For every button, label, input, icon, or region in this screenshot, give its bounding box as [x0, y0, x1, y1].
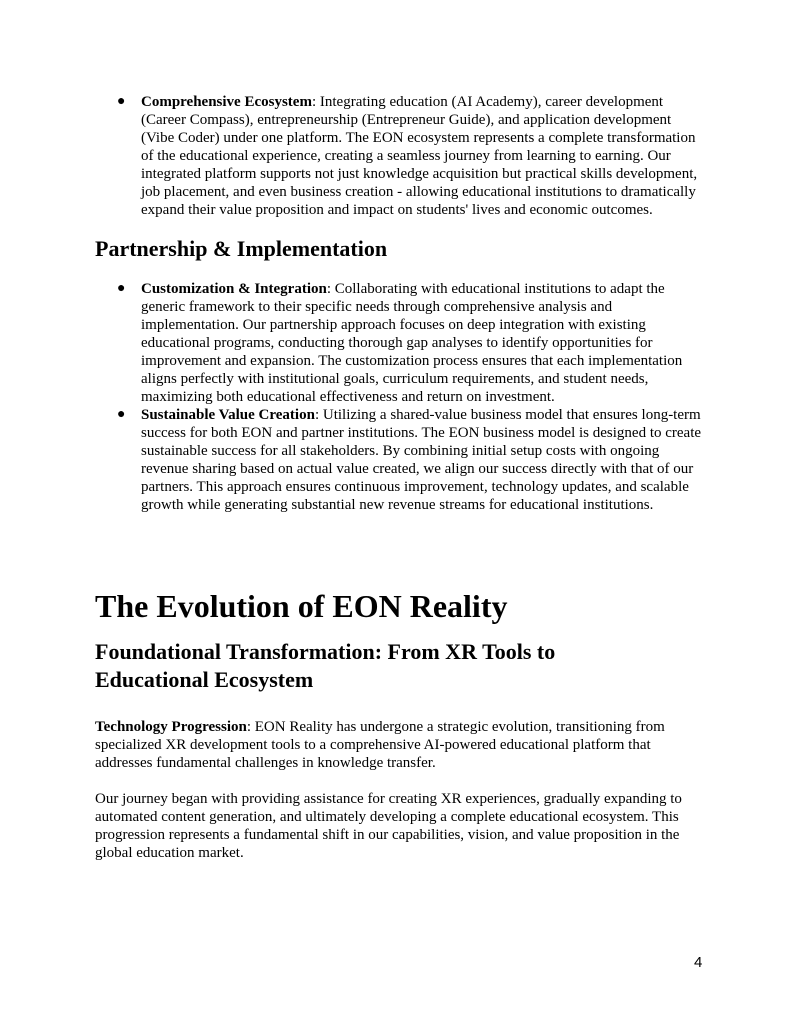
list-item-text: : Collaborating with educational institutions to adapt the generic framework to their specific needs through comprehensive analysis and implementation. Our partnership approach focuses on deep integration with existing educational programs, conducting thorough gap analyses to identify opportunities for improvement and expansion. The customization process ensures that each implementation aligns perfectly with institutional goals, curriculum requirements, and student needs, maximizing both educational effectiveness and return on investment.	[141, 281, 683, 405]
list-item-customization-integration	[95, 280, 707, 406]
list-item-text: : Utilizing a shared-value business model that ensures long-term success for both EON and partner institutions. The EON business model is designed to create sustainable success for all stakeholders. By combining initial setup costs with ongoing revenue sharing based on actual value created, we align our success directly with that of our partners. This approach ensures continuous improvement, technology updates, and scalable growth while generating substantial new revenue streams for educational institutions.	[141, 407, 702, 513]
page-number: 4	[694, 954, 703, 971]
technology-progression-paragraph	[95, 718, 707, 772]
journey-paragraph: Our journey began with providing assistance for creating XR experiences, gradually expanding to automated content generation, and ultimately developing a complete educational ecosystem. This progression represents a fundamental shift in our capabilities, vision, and value proposition in the global education market.	[95, 791, 682, 861]
bullet-icon: ●	[117, 94, 126, 109]
list-item-comprehensive-ecosystem	[95, 93, 707, 219]
evolution-heading: The Evolution of EON Reality	[95, 588, 508, 624]
list-item-sustainable-value-creation	[95, 406, 707, 514]
partnership-heading: Partnership & Implementation	[95, 236, 388, 261]
partnership-list	[95, 280, 707, 514]
ecosystem-list	[95, 93, 707, 219]
list-item-term: Comprehensive Ecosystem	[141, 94, 312, 110]
list-item-term: Customization & Integration	[141, 281, 327, 297]
bullet-icon: ●	[117, 281, 126, 296]
page-content	[95, 93, 707, 862]
list-item-term: Sustainable Value Creation	[141, 407, 315, 423]
bullet-icon: ●	[117, 407, 126, 422]
paragraph-text: : EON Reality has undergone a strategic evolution, transitioning from specialized XR development tools to a comprehensive AI-powered educational platform that addresses fundamental challenges in knowledge transfer.	[95, 719, 665, 771]
list-item-text: : Integrating education (AI Academy), career development (Career Compass), entrepreneurship (Entrepreneur Guide), and application development (Vibe Coder) under one platform. The EON ecosystem represents a complete transformation of the educational experience, creating a seamless journey from learning to earning. Our integrated platform supports not just knowledge acquisition but practical skills development, job placement, and even business creation - allowing educational institutions to dramatically expand their value proposition and impact on students' lives and economic outcomes.	[141, 94, 698, 218]
evolution-subheading: Foundational Transformation: From XR Tools to Educational Ecosystem	[95, 639, 556, 692]
paragraph-term: Technology Progression	[95, 719, 247, 735]
